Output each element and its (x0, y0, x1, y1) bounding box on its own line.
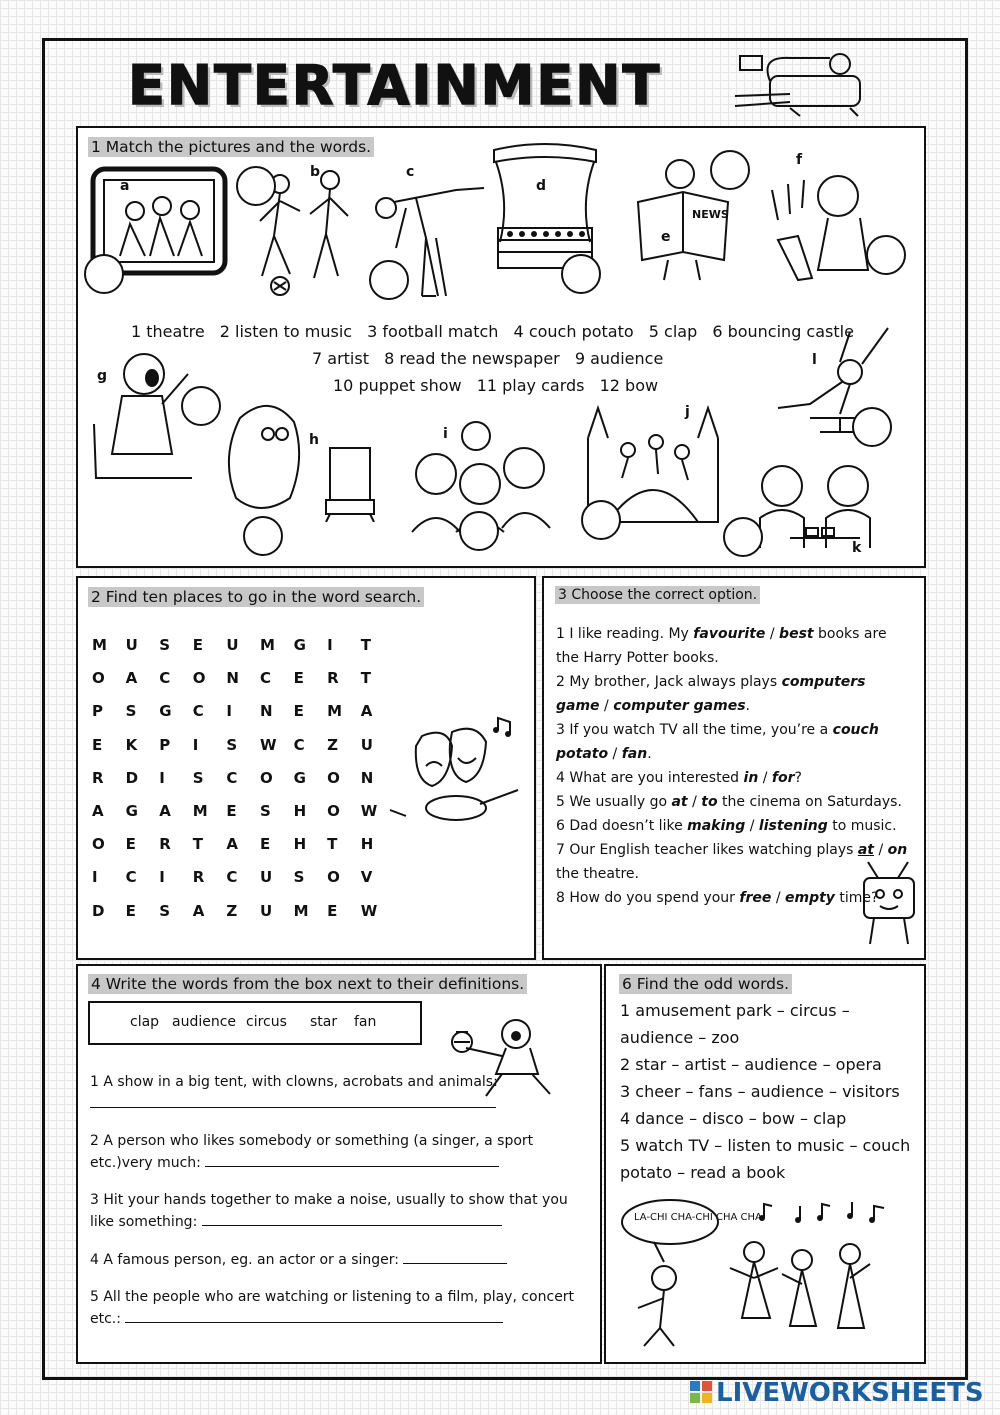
word-search-letter[interactable]: T (192, 835, 204, 854)
word-search-letter[interactable]: C (226, 768, 238, 787)
word-search-letter[interactable]: O (327, 868, 340, 887)
option-to[interactable]: to (701, 794, 718, 810)
word-search-letter[interactable]: S (159, 636, 170, 654)
word-search-letter[interactable]: S (293, 868, 305, 887)
word-item: 4 couch potato (513, 322, 634, 341)
option-at-2[interactable]: at (857, 842, 874, 858)
masks-and-violin-illustration (386, 716, 526, 832)
answer-circle-h[interactable] (243, 516, 283, 556)
word-search-letter[interactable]: H (293, 835, 307, 854)
question-7: 7 Our English teacher likes watching plays at / on the theatre. (556, 842, 908, 882)
word-search-letter[interactable]: R (192, 868, 205, 887)
word-search-letter[interactable]: A (159, 802, 171, 820)
answer-circle-i[interactable] (459, 511, 499, 551)
question-1: 1 I like reading. My favourite / best books are the Harry Potter books. (556, 626, 887, 666)
answer-blank-3[interactable] (202, 1211, 502, 1226)
word-search-row (92, 702, 394, 720)
option-at[interactable]: at (671, 794, 688, 810)
letter-e: e (661, 229, 671, 245)
box-word: clap (130, 1014, 160, 1030)
word-item: 7 artist (312, 349, 369, 368)
odd-item: 2 star – artist – audience – opera (620, 1055, 882, 1074)
tv-character-illustration (858, 860, 920, 950)
word-search-letter[interactable]: G (159, 702, 172, 721)
word-search-letter[interactable]: I (159, 868, 165, 887)
word-search-letter[interactable]: I (327, 636, 333, 654)
word-search-letter[interactable]: W (360, 802, 378, 820)
word-search-letter[interactable]: I (92, 868, 98, 887)
answer-circle-b[interactable] (236, 166, 276, 206)
news-label: NEWS (692, 208, 729, 221)
word-search-letter[interactable]: E (259, 835, 271, 854)
option-best[interactable]: best (779, 626, 814, 642)
answer-circle-j[interactable] (581, 500, 621, 540)
word-search-letter[interactable]: I (192, 735, 199, 754)
answer-circle-c[interactable] (369, 260, 409, 300)
word-search-letter[interactable]: R (327, 669, 339, 688)
answer-blank-4[interactable] (403, 1249, 507, 1264)
word-search-letter[interactable]: W (360, 901, 378, 920)
word-search-letter[interactable]: S (226, 735, 238, 754)
question-3: 3 If you watch TV all the time, you’re a couch potato / fan. (556, 722, 879, 762)
word-search-letter[interactable]: G (293, 636, 306, 654)
word-search-letter[interactable]: S (192, 768, 204, 787)
word-search-letter[interactable]: D (92, 901, 105, 920)
word-search-letter[interactable]: A (125, 669, 138, 688)
word-search-letter[interactable]: G (293, 768, 306, 787)
word-item: 6 bouncing castle (712, 322, 854, 341)
letter-k: k (852, 540, 862, 556)
letter-h: h (309, 432, 319, 448)
armchair-illustration (730, 46, 870, 118)
word-search-letter[interactable]: N (226, 669, 239, 688)
singer-picture (92, 344, 196, 484)
option-on[interactable]: on (887, 842, 908, 858)
definition-2: 2 A person who likes somebody or something (a singer, a sport etc.)very much: (90, 1133, 534, 1171)
word-search-letter[interactable]: U (226, 636, 239, 654)
word-search-row (92, 802, 394, 820)
odd-item: 4 dance – disco – bow – clap (620, 1109, 847, 1128)
word-search-letter[interactable]: U (125, 636, 138, 654)
question-2: 2 My brother, Jack always plays computers game / computer games. (556, 674, 866, 714)
question-5: 5 We usually go at / to the cinema on Saturdays. (556, 794, 902, 810)
speech-bubble-text: LA-CHI CHA-CHI CHA CHA! (634, 1212, 766, 1223)
liveworksheets-logo-icon (690, 1381, 712, 1403)
word-search-letter[interactable]: M (92, 636, 107, 654)
answer-circle-k[interactable] (723, 517, 763, 557)
word-search-letter[interactable]: E (226, 802, 237, 820)
word-search-letter[interactable]: I (159, 768, 165, 787)
word-search-letter[interactable]: C (293, 735, 305, 754)
exercise-6-heading: 6 Find the odd words. (619, 974, 792, 994)
word-search-letter[interactable]: U (360, 735, 373, 754)
word-search-letter[interactable]: U (259, 868, 273, 887)
word-search-letter[interactable]: P (92, 702, 103, 721)
word-search-letter[interactable]: P (159, 735, 171, 754)
word-search-letter[interactable]: O (327, 768, 340, 787)
exercise-3-heading: 3 Choose the correct option. (555, 586, 760, 604)
definition-3: 3 Hit your hands together to make a noise, usually to show that you like something: (90, 1192, 568, 1230)
word-item: 12 bow (599, 376, 659, 395)
word-search-letter[interactable]: R (159, 835, 171, 854)
option-making[interactable]: making (687, 818, 746, 834)
word-search-letter[interactable]: A (226, 835, 238, 854)
option-empty[interactable]: empty (785, 890, 835, 906)
answer-blank-2[interactable] (205, 1152, 499, 1167)
word-search-letter[interactable]: R (92, 768, 104, 787)
answer-circle-a[interactable] (84, 254, 124, 294)
letter-i: i (443, 426, 448, 442)
word-search-letter[interactable]: M (293, 901, 309, 920)
letter-a: a (120, 178, 130, 194)
word-item: 2 listen to music (219, 322, 353, 341)
word-search-letter[interactable]: S (125, 702, 137, 721)
word-search-row (92, 736, 394, 754)
exercise-2-heading: 2 Find ten places to go in the word search. (88, 587, 424, 607)
footer-brand: LIVEWORKSHEETS (716, 1378, 984, 1408)
exercise-1-heading: 1 Match the pictures and the words. (88, 137, 374, 157)
word-search-letter[interactable]: H (360, 835, 374, 854)
playing-cards-picture (750, 458, 890, 552)
definition-1: 1 A show in a big tent, with clowns, acrobats and animals: (90, 1072, 580, 1115)
word-search-letter[interactable]: K (125, 735, 138, 754)
word-search-row (92, 636, 394, 654)
word-search-letter[interactable]: G (125, 802, 138, 820)
word-item: 3 football match (367, 322, 499, 341)
word-item: 9 audience (574, 349, 664, 368)
word-search-letter[interactable]: O (92, 835, 105, 854)
word-search-letter[interactable]: M (259, 636, 275, 654)
word-search-row (92, 669, 394, 687)
word-box (88, 1001, 422, 1045)
option-free[interactable]: free (739, 890, 772, 906)
word-search-row (92, 835, 394, 853)
option-fan[interactable]: fan (621, 746, 648, 762)
answer-circle-l[interactable] (852, 407, 892, 447)
word-search-letter[interactable]: C (259, 669, 271, 688)
word-search-letter[interactable]: E (192, 636, 204, 654)
question-4: 4 What are you interested in / for? (556, 770, 802, 786)
word-search-letter[interactable]: C (192, 702, 204, 721)
option-couch-potato[interactable]: couch potato (556, 722, 879, 762)
odd-item: 3 cheer – fans – audience – visitors (620, 1082, 900, 1101)
letter-d: d (536, 178, 547, 194)
definition-5: 5 All the people who are watching or listening to a film, play, concert etc.: (90, 1289, 575, 1327)
word-search-letter[interactable]: E (293, 702, 304, 721)
word-search-letter[interactable]: A (192, 901, 205, 920)
word-search-letter[interactable]: C (226, 868, 238, 887)
word-search-letter[interactable]: E (125, 901, 136, 920)
word-search-letter[interactable]: D (125, 768, 139, 787)
word-item: 8 read the newspaper (384, 349, 560, 368)
word-item: 10 puppet show (333, 376, 462, 395)
word-search-letter[interactable]: M (192, 802, 208, 820)
word-search-row (92, 902, 394, 920)
box-word: star (310, 1014, 338, 1030)
word-search-row (92, 868, 394, 886)
word-search-letter[interactable]: T (360, 669, 371, 688)
answer-circle-d[interactable] (561, 254, 601, 294)
word-search-letter[interactable]: T (327, 835, 338, 854)
word-item: 11 play cards (476, 376, 585, 395)
option-listening[interactable]: listening (758, 818, 828, 834)
word-search-letter[interactable]: E (125, 835, 136, 854)
answer-circle-f[interactable] (866, 235, 906, 275)
word-search-letter[interactable]: O (259, 768, 273, 787)
word-search-letter[interactable]: N (259, 702, 273, 721)
odd-words-list (620, 997, 920, 1186)
word-search-letter[interactable]: O (327, 802, 340, 820)
answer-blank-5[interactable] (125, 1308, 503, 1323)
word-search-letter[interactable]: C (125, 868, 137, 887)
dancers-illustration (614, 1198, 904, 1350)
word-search-letter[interactable]: A (92, 802, 104, 820)
word-item: 5 clap (648, 322, 698, 341)
letter-g: g (97, 368, 108, 384)
answer-blank-1[interactable] (90, 1093, 496, 1108)
word-search-letter[interactable]: Z (327, 735, 339, 754)
word-search-letter[interactable]: Z (226, 901, 238, 920)
letter-l: l (812, 352, 817, 368)
letter-f: f (796, 152, 803, 168)
odd-item: 1 amusement park – circus – audience – zoo (620, 1001, 850, 1047)
question-6: 6 Dad doesn’t like making / listening to music. (556, 818, 897, 834)
option-favourite[interactable]: favourite (693, 626, 766, 642)
word-search-letter[interactable]: T (360, 636, 371, 654)
word-search-letter[interactable]: E (327, 901, 338, 920)
word-list-line-3 (328, 376, 663, 395)
word-search-letter[interactable]: V (360, 868, 373, 887)
word-search-letter[interactable]: I (226, 702, 232, 721)
question-8: 8 How do you spend your free / empty time? (556, 890, 879, 906)
option-in[interactable]: in (743, 770, 759, 786)
word-search-letter[interactable]: U (259, 901, 273, 920)
couch-potato-picture (220, 398, 386, 522)
word-search-letter[interactable]: M (327, 702, 343, 721)
option-computer-games[interactable]: computer games (613, 698, 746, 714)
definition-4: 4 A famous person, eg. an actor or a singer: (90, 1249, 580, 1271)
exercise-4-heading: 4 Write the words from the box next to their definitions. (88, 974, 527, 994)
word-search-row (92, 769, 394, 787)
box-word: fan (354, 1014, 377, 1030)
word-search-letter[interactable]: C (159, 669, 171, 688)
theatre-picture (490, 142, 600, 272)
clapping-man-picture (768, 160, 878, 300)
odd-item: 5 watch TV – listen to music – couch potato – read a book (620, 1136, 911, 1182)
letter-c: c (406, 164, 415, 180)
word-search-letter[interactable]: O (92, 669, 105, 688)
letter-b: b (310, 164, 321, 180)
box-word: audience (172, 1014, 237, 1030)
word-search-letter[interactable]: W (259, 735, 277, 754)
word-search-letter[interactable]: S (259, 802, 271, 820)
answer-circle-g[interactable] (181, 386, 221, 426)
word-search-letter[interactable]: N (360, 768, 374, 787)
box-word: circus (246, 1014, 287, 1030)
word-list-line-2 (307, 349, 668, 368)
word-search-letter[interactable]: S (159, 901, 170, 920)
word-list-line-1 (126, 322, 859, 341)
option-computers-game[interactable]: computers game (556, 674, 866, 714)
word-search-letter[interactable]: E (92, 735, 103, 754)
word-search-letter[interactable]: H (293, 802, 307, 820)
option-for[interactable]: for (771, 770, 795, 786)
word-search-letter[interactable]: O (192, 669, 206, 688)
word-item: 1 theatre (131, 322, 205, 341)
word-search-letter[interactable]: A (360, 702, 373, 721)
word-search-letter[interactable]: E (293, 669, 304, 688)
page-title: ENTERTAINMENT (128, 54, 662, 117)
answer-circle-e[interactable] (710, 150, 750, 190)
letter-j: j (685, 404, 690, 420)
